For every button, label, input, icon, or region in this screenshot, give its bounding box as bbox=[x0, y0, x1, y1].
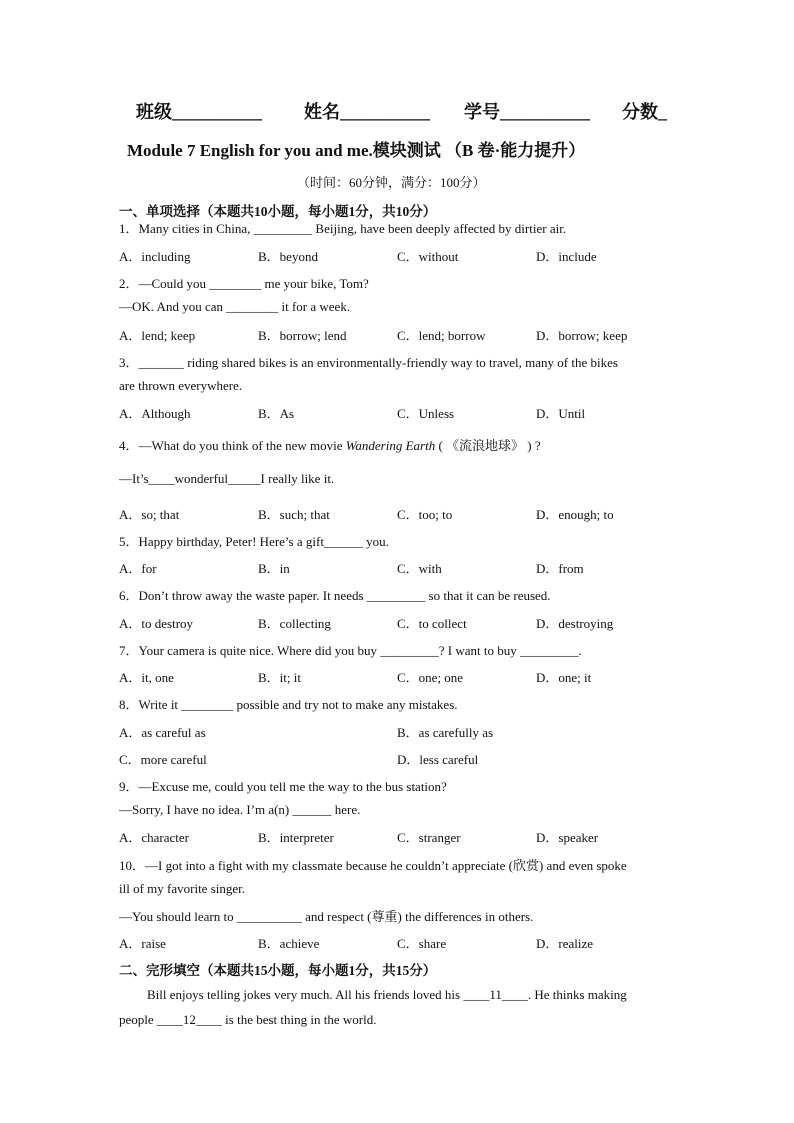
q3-option-c: C．Unless bbox=[397, 406, 455, 421]
q9-option-d: D．speaker bbox=[536, 830, 599, 845]
question-10-cont: ill of my favorite singer. bbox=[119, 881, 246, 896]
q5-option-c: C．with bbox=[397, 561, 442, 576]
q5-option-a: A．for bbox=[119, 561, 157, 576]
question-9-reply: —Sorry, I have no idea. I’m a(n) ______ here. bbox=[119, 802, 361, 817]
class-blank: __________ bbox=[172, 102, 262, 122]
cloze-blank-11: ____11____ bbox=[463, 987, 528, 1002]
name-blank: __________ bbox=[340, 102, 430, 122]
question-4-reply: —It’s____wonderful_____I really like it. bbox=[119, 471, 335, 486]
q7-option-b: B．it; it bbox=[258, 670, 301, 685]
name-field bbox=[304, 98, 430, 124]
q4-option-a: A．so; that bbox=[119, 507, 180, 522]
q2-option-d: D．borrow; keep bbox=[536, 328, 628, 343]
question-2: 2．—Could you ________ me your bike, Tom? bbox=[119, 276, 369, 291]
q10-option-b: B．achieve bbox=[258, 936, 320, 951]
cloze-paragraph-line-1 bbox=[147, 987, 627, 1003]
q10-option-c: C．share bbox=[397, 936, 447, 951]
q6-option-b: B．collecting bbox=[258, 616, 331, 631]
q2-option-a: A．lend; keep bbox=[119, 328, 196, 343]
q1-option-b: B．beyond bbox=[258, 249, 318, 264]
q3-option-d: D．Until bbox=[536, 406, 586, 421]
q4-option-d: D．enough; to bbox=[536, 507, 614, 522]
q4-movie-title: Wandering Earth bbox=[345, 438, 436, 453]
question-2-reply: —OK. And you can ________ it for a week. bbox=[119, 299, 351, 314]
cloze-blank-12: ____12____ bbox=[156, 1012, 222, 1027]
section-1-heading: 一、单项选择（本题共10小题，每小题1分，共10分） bbox=[119, 204, 437, 219]
q7-option-d: D．one; it bbox=[536, 670, 592, 685]
q8-option-a: A．as careful as bbox=[119, 725, 206, 740]
section-2-heading: 二、完形填空（本题共15小题，每小题1分，共15分） bbox=[119, 963, 437, 978]
score-label: 分数 bbox=[622, 102, 658, 122]
cloze-paragraph-line-2 bbox=[119, 1012, 376, 1028]
class-label: 班级 bbox=[136, 102, 172, 122]
student-id-field bbox=[464, 98, 590, 124]
q10-option-d: D．realize bbox=[536, 936, 594, 951]
q8-option-d: D．less careful bbox=[397, 752, 479, 767]
q3-option-b: B．As bbox=[258, 406, 295, 421]
q1-option-d: D．include bbox=[536, 249, 597, 264]
cloze-text: is the best thing in the world. bbox=[221, 1012, 377, 1027]
page-subtitle: （时间：60分钟，满分：100分） bbox=[297, 175, 486, 190]
q2-option-b: B．borrow; lend bbox=[258, 328, 347, 343]
score-blank: _ bbox=[658, 102, 667, 122]
q9-option-a: A．character bbox=[119, 830, 190, 845]
question-1: 1．Many cities in China, _________ Beijing, have been deeply affected by dirtier air. bbox=[119, 221, 567, 236]
page-title: Module 7 English for you and me.模块测试 （B 卷·能力提升） bbox=[127, 141, 586, 160]
question-8: 8．Write it ________ possible and try not to make any mistakes. bbox=[119, 697, 458, 712]
question-9: 9．—Excuse me, could you tell me the way to the bus station? bbox=[119, 779, 447, 794]
q4-text-before: 4．—What do you think of the new movie bbox=[119, 438, 346, 453]
q8-option-b: B．as carefully as bbox=[397, 725, 494, 740]
q5-option-d: D．from bbox=[536, 561, 584, 576]
cloze-text: Bill enjoys telling jokes very much. All his friends loved his bbox=[147, 987, 464, 1002]
q10-option-a: A．raise bbox=[119, 936, 166, 951]
q7-option-c: C．one; one bbox=[397, 670, 464, 685]
name-label: 姓名 bbox=[304, 102, 340, 122]
q6-option-c: C．to collect bbox=[397, 616, 467, 631]
student-id-label: 学号 bbox=[464, 102, 500, 122]
question-7: 7．Your camera is quite nice. Where did you buy _________? I want to buy _________. bbox=[119, 643, 582, 658]
q4-text-after: ( 《流浪地球》 ) ? bbox=[435, 438, 541, 453]
q9-option-c: C．stranger bbox=[397, 830, 461, 845]
question-4 bbox=[119, 435, 541, 454]
q1-option-c: C．without bbox=[397, 249, 459, 264]
q4-option-c: C．too; to bbox=[397, 507, 453, 522]
q6-option-d: D．destroying bbox=[536, 616, 614, 631]
student-id-blank: __________ bbox=[500, 102, 590, 122]
q7-option-a: A．it, one bbox=[119, 670, 174, 685]
q5-option-b: B．in bbox=[258, 561, 290, 576]
cloze-text: people bbox=[119, 1012, 157, 1027]
cloze-text: . He thinks making bbox=[527, 987, 627, 1002]
q4-option-b: B．such; that bbox=[258, 507, 330, 522]
q3-option-a: A．Although bbox=[119, 406, 191, 421]
q9-option-b: B．interpreter bbox=[258, 830, 334, 845]
question-3-cont: are thrown everywhere. bbox=[119, 378, 243, 393]
q8-option-c: C．more careful bbox=[119, 752, 207, 767]
question-3: 3．_______ riding shared bikes is an environmentally-friendly way to travel, many of the bikes bbox=[119, 355, 618, 370]
question-10-reply: —You should learn to __________ and respect (尊重) the differences in others. bbox=[119, 909, 534, 924]
q1-option-a: A．including bbox=[119, 249, 191, 264]
score-field bbox=[622, 98, 667, 124]
question-6: 6．Don’t throw away the waste paper. It needs _________ so that it can be reused. bbox=[119, 588, 551, 603]
question-5: 5．Happy birthday, Peter! Here’s a gift______ you. bbox=[119, 534, 389, 549]
class-field bbox=[136, 98, 262, 124]
q6-option-a: A．to destroy bbox=[119, 616, 194, 631]
question-10: 10．—I got into a fight with my classmate because he couldn’t appreciate (欣赏) and even spoke bbox=[119, 858, 627, 873]
q2-option-c: C．lend; borrow bbox=[397, 328, 486, 343]
